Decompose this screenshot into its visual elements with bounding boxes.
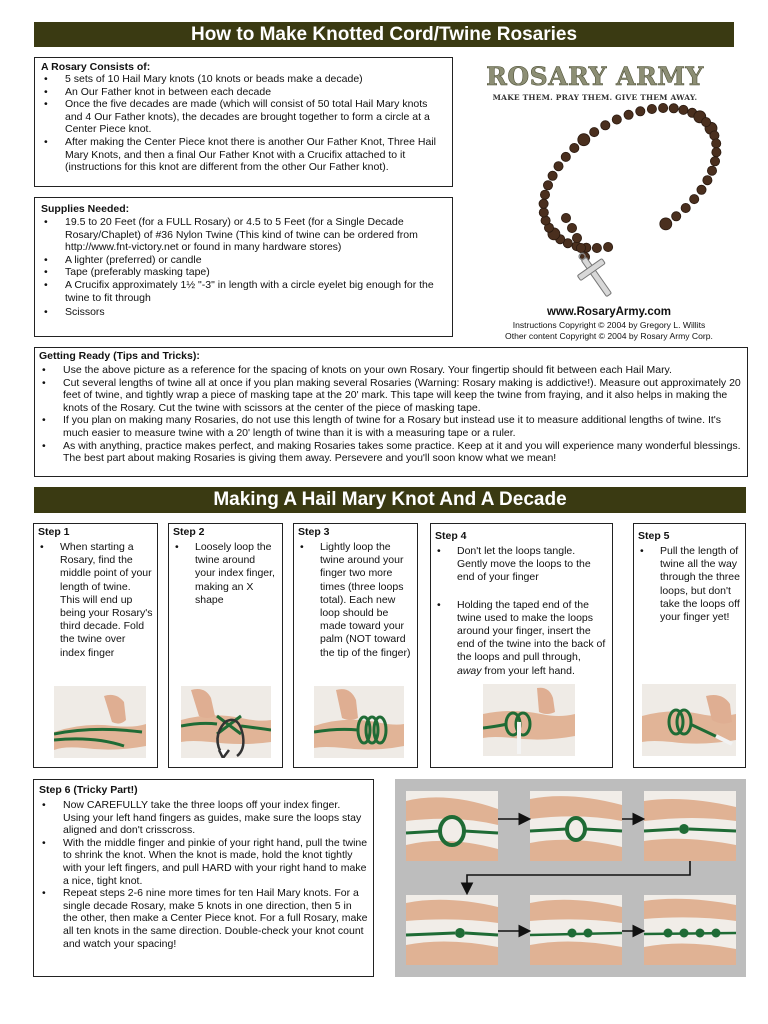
step-2-box (168, 523, 283, 768)
step-6-photo-sequence (395, 779, 746, 977)
step-5-photo (642, 684, 736, 756)
rosary-bead (567, 223, 576, 232)
rosary-bead (601, 121, 610, 130)
section-banner (34, 487, 746, 513)
step-5-text: • Pull the length of twine all the way through the three loops, but don't take the loops off your finger yet! (638, 545, 741, 624)
rosary-bead (690, 195, 699, 204)
step-6-photo-3 (644, 791, 736, 861)
rosary-consists-list (41, 73, 446, 174)
rosary-bead (572, 233, 581, 242)
rosary-photo (480, 100, 740, 305)
step-1-title: Step 1 (38, 526, 70, 538)
svg-text:ROSARY ARMY: ROSARY ARMY (486, 62, 704, 90)
rosary-bead (543, 181, 552, 190)
list-item: • After making the Center Piece knot there is another Our Father Knot, Three Hail Mary Knots, and then a final Our Father Knot with a Crucifix attached to it (instructions for this knot are different from the other Our Father knot). (41, 136, 446, 174)
step-1-photo (54, 686, 146, 758)
getting-ready-box (34, 347, 748, 477)
rosary-bead (570, 143, 579, 152)
rosary-bead (659, 103, 668, 112)
rosary-bead (540, 190, 549, 199)
rosary-army-logo (470, 60, 720, 100)
step-5-title: Step 5 (638, 530, 670, 542)
step-2-text: • Loosely loop the twine around your index finger, making an X shape (173, 541, 278, 607)
step-2-photo (181, 686, 271, 758)
rosary-bead (712, 148, 721, 157)
step-6-photo-4 (406, 895, 498, 965)
list-item: • Scissors (41, 306, 446, 319)
logo-wordmark (470, 60, 720, 90)
rosary-bead (712, 139, 721, 148)
section-title: Making A Hail Mary Knot And A Decade (213, 489, 567, 510)
list-item: • If you plan on making many Rosaries, do not use this length of twine for a Rosary but instead use it to measure additional lengths of twine. It's much easier to measure twine with a 20' length of twine than it is with a measuring tape or a ruler. (39, 414, 743, 439)
step-4-photo (483, 684, 575, 756)
list-item: • 19.5 to 20 Feet (for a FULL Rosary) or 4.5 to 5 Feet (for a Single Decade Rosary/Chaplet) of #36 Nylon Twine (This kind of twine can be ordered from http://www.fnt-victory.net or found in many hardware stores) (41, 216, 446, 254)
rosary-bead (612, 115, 621, 124)
list-item: • An Our Father knot in between each decade (41, 86, 446, 99)
rosary-bead (707, 166, 716, 175)
site-credits (466, 306, 752, 342)
list-item: • Repeat steps 2-6 nine more times for ten Hail Mary knots. For a single decade Rosary, make 5 knots in one direction, then 5 in the other, then make a Center Piece knot. For a full Rosary, make all ten knots in the same direction. Double-check your knot count and watch your spacing! (39, 887, 368, 950)
list-item: • 5 sets of 10 Hail Mary knots (10 knots or beads make a decade) (41, 73, 446, 86)
step-3-photo (314, 686, 404, 758)
list-item: • A Crucifix approximately 1½ "-3" in length with a circle eyelet big enough for the twine to fit through (41, 279, 446, 304)
list-item: • Once the five decades are made (which will consist of 50 total Hail Mary knots and 4 Our Father knots), the decades are brought together to form a circle at a Center Piece knot. (41, 98, 446, 136)
step-4-text-1: • Don't let the loops tangle. Gently move the loops to the end of your finger (435, 545, 608, 585)
step-4-box (430, 523, 613, 768)
list-item: • A lighter (preferred) or candle (41, 254, 446, 267)
rosary-bead (539, 199, 548, 208)
step-3-text: • Lightly loop the twine around your finger two more times (three loops total). Each new loop should be made toward your palm (NOT toward the tip of the finger) (298, 541, 413, 660)
list-item: • Tape (preferably masking tape) (41, 266, 446, 279)
rosary-bead (681, 203, 690, 212)
step-6-photo-panel (395, 779, 746, 977)
rosary-bead (679, 105, 688, 114)
rosary-bead (624, 110, 633, 119)
rosary-bead (604, 242, 613, 251)
step-1-box (33, 523, 158, 768)
rosary-bead (561, 213, 570, 222)
step-6-photo-5 (530, 895, 622, 965)
rosary-consists-box (34, 57, 453, 187)
crucifix-icon (568, 245, 621, 303)
content-copyright: Other content Copyright © 2004 by Rosary Army Corp. (505, 331, 713, 341)
step-1-text: • When starting a Rosary, find the middle point of your length of twine. This will end up being your Rosary's third decade. Fold the twine over index finger (38, 541, 153, 660)
list-item: • As with anything, practice makes perfect, and making Rosaries takes some practice. Keep at it and you will experience many wonderful blessings. The best part about making Rosaries is giving them away. Persevere and you'll soon know what we mean! (39, 440, 743, 465)
rosary-bead (561, 152, 570, 161)
rosary-bead (539, 208, 548, 217)
rosary-bead (703, 176, 712, 185)
step-6-title: Step 6 (Tricky Part!) (39, 784, 138, 796)
rosary-bead (592, 243, 601, 252)
list-item: • Cut several lengths of twine all at once if you plan making several Rosaries (Warning: Rosary making is addictive!). Measure out approximately 20 feet of twine, and tightly wrap a piece of masking tape at the 20' mark. This tape will keep the twine from fraying, and it also helps in making the knots of the Rosary. Cut the twine with scissors at the center of the piece of masking tape. (39, 377, 743, 415)
rosary-bead (576, 243, 585, 252)
step-4-title: Step 4 (435, 530, 467, 542)
arrow-icon (467, 861, 690, 892)
supplies-box (34, 197, 453, 337)
site-url[interactable]: www.RosaryArmy.com (547, 306, 671, 318)
list-item: • Now CAREFULLY take the three loops off your index finger. Using your left hand fingers as guides, make sure the loops stay aligned and don't crisscross. (39, 799, 368, 837)
page-title-banner (34, 22, 734, 47)
rosary-bead (702, 118, 711, 127)
step-3-box (293, 523, 418, 768)
rosary-beads (539, 103, 721, 261)
page-title: How to Make Knotted Cord/Twine Rosaries (190, 24, 578, 45)
step-4-text-2: • Holding the taped end of the twine used to make the loops around your finger, insert the end of the twine into the back of the loops and pull through, away from your left hand. (435, 599, 608, 678)
getting-ready-list (39, 364, 743, 465)
rosary-bead (672, 212, 681, 221)
rosary-bead (578, 134, 590, 146)
rosary-bead (697, 185, 706, 194)
step-6-photo-1 (406, 791, 498, 861)
list-item: • With the middle finger and pinkie of your right hand, pull the twine to shrink the knot. When the knot is made, hold the knot tightly with your left fingers, and pull HARD with your right hand to make a nice, tight knot. (39, 837, 368, 887)
rosary-bead (548, 171, 557, 180)
rosary-consists-heading: A Rosary Consists of: (41, 61, 151, 73)
logo-tagline: MAKE THEM. PRAY THEM. GIVE THEM AWAY. (492, 93, 698, 102)
list-item: • Use the above picture as a reference for the spacing of knots on your own Rosary. Your fingertip should fit between each Hail Mary. (39, 364, 743, 377)
rosary-bead (710, 157, 719, 166)
getting-ready-heading: Getting Ready (Tips and Tricks): (39, 350, 200, 362)
step-6-photo-6 (644, 895, 736, 965)
supplies-heading: Supplies Needed: (41, 203, 130, 215)
rosary-bead (647, 104, 656, 113)
supplies-list (41, 216, 446, 319)
rosary-bead (660, 218, 672, 230)
step-2-title: Step 2 (173, 526, 205, 538)
instructions-copyright: Instructions Copyright © 2004 by Gregory L. Willits (512, 320, 706, 330)
step-5-box (633, 523, 746, 768)
step-3-title: Step 3 (298, 526, 330, 538)
rosary-bead (669, 104, 678, 113)
step-6-box (33, 779, 374, 977)
step-6-photo-2 (530, 791, 622, 861)
rosary-bead (590, 128, 599, 137)
step-6-list (39, 799, 368, 950)
rosary-bead (636, 107, 645, 116)
rosary-bead (554, 162, 563, 171)
